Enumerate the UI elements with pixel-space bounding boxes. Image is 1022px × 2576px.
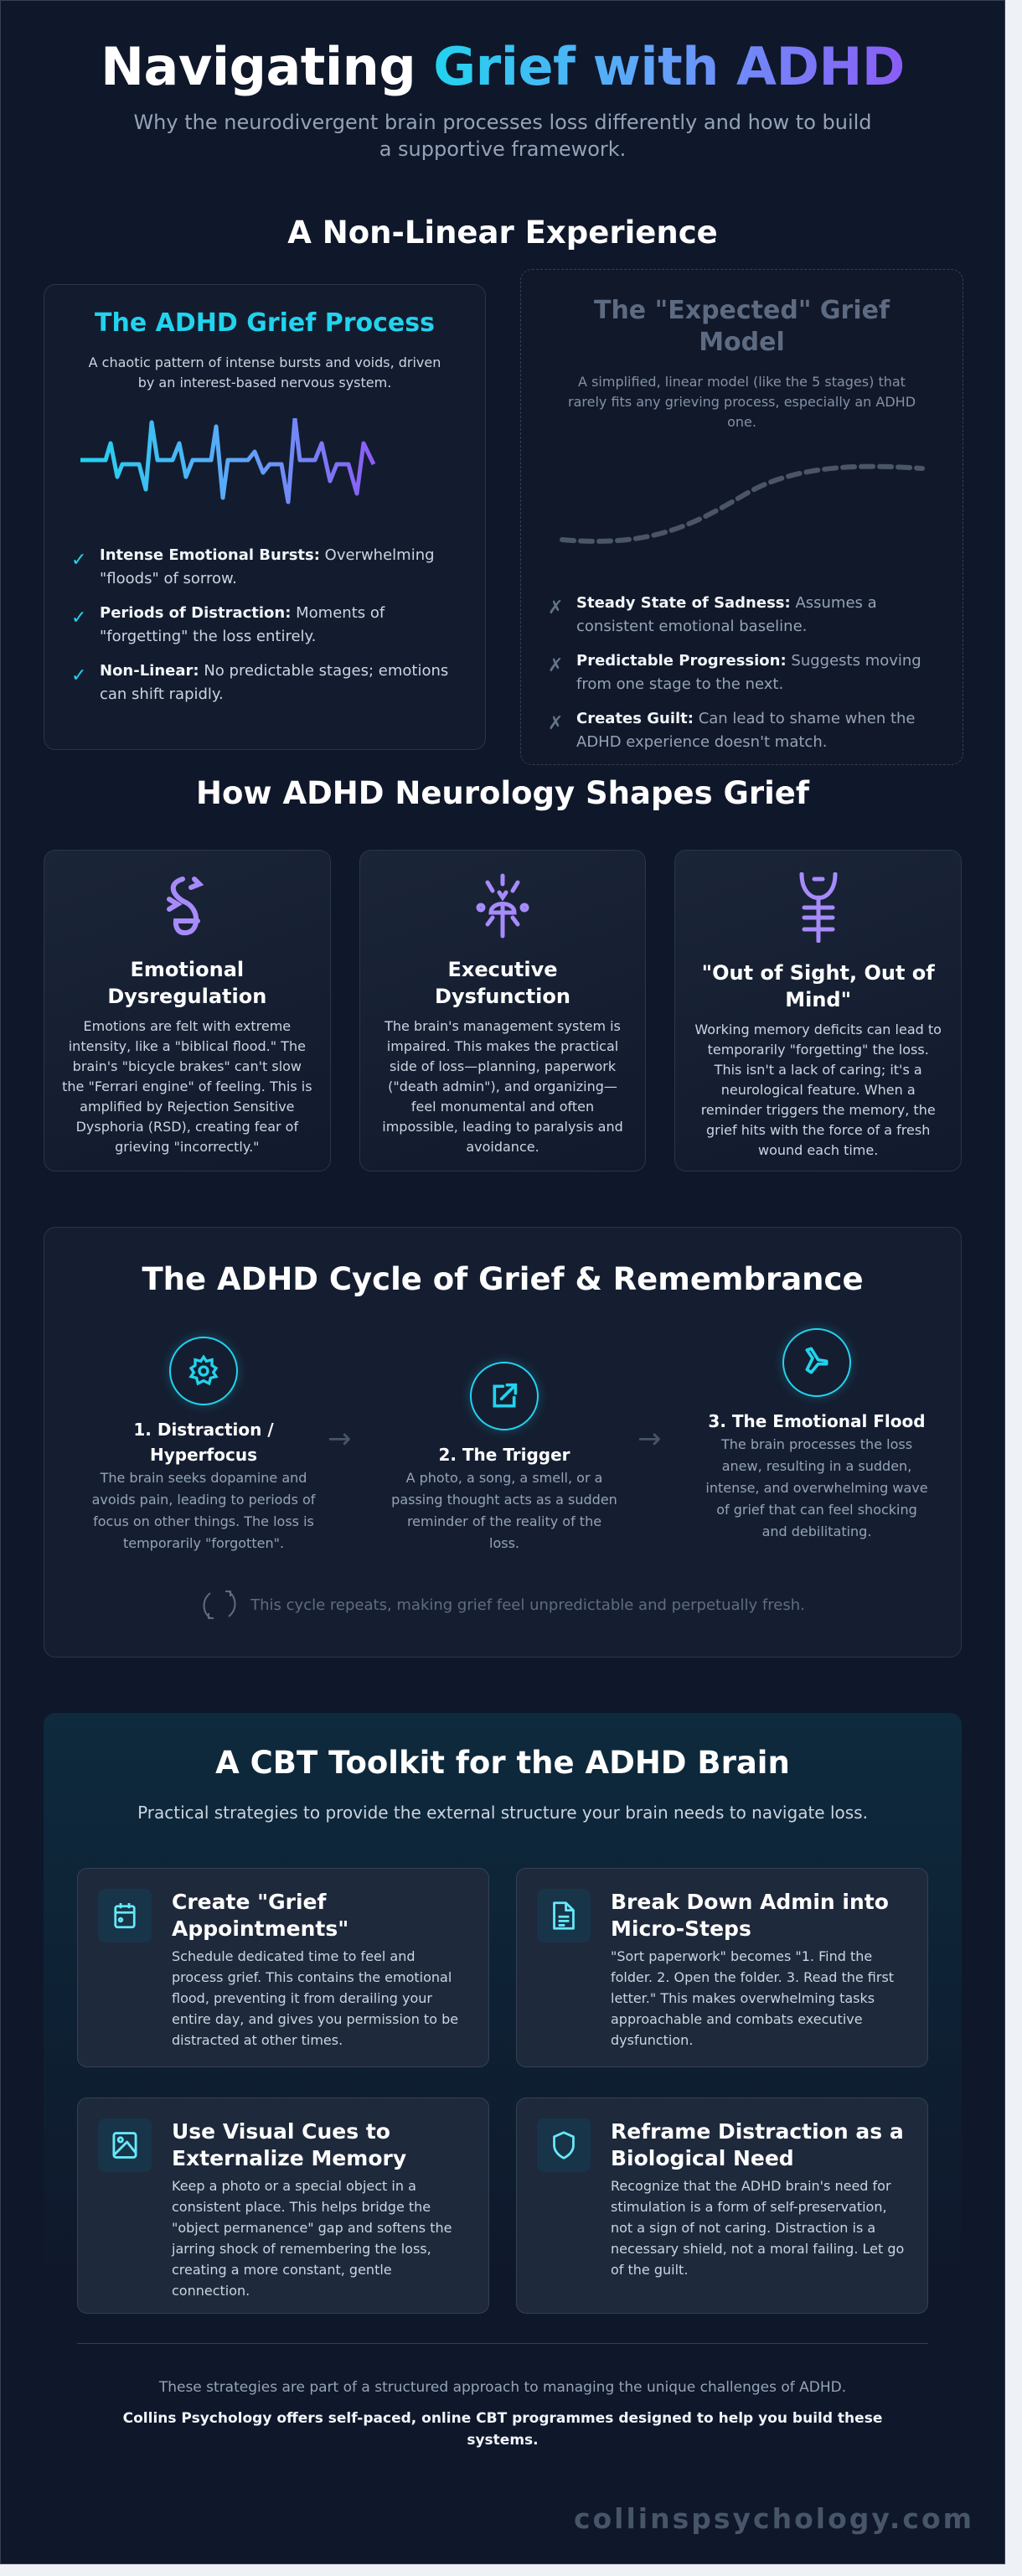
title-plain: Navigating bbox=[101, 36, 434, 97]
list-item bbox=[71, 602, 458, 649]
comparison-section bbox=[1, 251, 1004, 770]
item-text: Can lead to shame when the ADHD experience doesn't match. bbox=[576, 710, 916, 751]
item-text: Suggests moving from one stage to the next. bbox=[576, 652, 921, 693]
item-label: Predictable Progression: bbox=[576, 652, 787, 670]
item-label: Periods of Distraction: bbox=[100, 604, 292, 622]
section-title-cycle: The ADHD Cycle of Grief & Remembrance bbox=[142, 1261, 864, 1297]
card-description: A chaotic pattern of intense bursts and voids, driven by an interest-based nervous system. bbox=[88, 354, 441, 391]
toolkit-grid bbox=[44, 1868, 962, 2314]
step-body: The brain processes the loss anew, resulting in a sudden, intense, and overwhelming wave of grief that can feel shocking and debilitating. bbox=[705, 1436, 928, 1539]
toolkit-card bbox=[516, 2098, 928, 2314]
list-item bbox=[548, 707, 936, 754]
list-item bbox=[71, 544, 458, 591]
arrow-right-icon: → bbox=[328, 1422, 352, 1456]
toolkit-subtitle: Practical strategies to provide the external structure your brain needs to navigate loss. bbox=[137, 1803, 868, 1823]
toolkit-card bbox=[77, 1868, 489, 2067]
section-title-nonlinear: A Non-Linear Experience bbox=[287, 215, 718, 251]
toolkit-card bbox=[516, 1868, 928, 2067]
item-text: No predictable stages; emotions can shift rapidly. bbox=[100, 662, 449, 703]
calendar-icon bbox=[98, 1889, 152, 1942]
card-body: "Sort paperwork" becomes "1. Find the folder. 2. Open the folder. 3. Read the first letter." This makes overwhelming tasks approachable and combats executive dysfunction. bbox=[611, 1948, 895, 2048]
item-label: Steady State of Sadness: bbox=[576, 594, 791, 612]
external-link-icon bbox=[470, 1362, 539, 1430]
x-icon: ✗ bbox=[548, 597, 564, 618]
card-body: The brain's management system is impaired. This makes the practical side of loss—planning, paperwork ("death admin"), and organizing—feel monumental and often impossible, leading to paralysis and avoidance. bbox=[382, 1018, 623, 1155]
cycle-step bbox=[391, 1362, 617, 1554]
gear-icon bbox=[169, 1337, 238, 1405]
check-icon: ✓ bbox=[71, 550, 87, 571]
list-item bbox=[71, 660, 458, 706]
x-icon: ✗ bbox=[548, 713, 564, 734]
neurology-card bbox=[44, 850, 331, 1172]
repeat-icon bbox=[200, 1588, 239, 1622]
adhd-grief-card bbox=[44, 284, 486, 750]
check-icon: ✓ bbox=[71, 608, 87, 628]
step-title: 2. The Trigger bbox=[438, 1445, 570, 1465]
heartbeat-wave-icon bbox=[80, 418, 449, 510]
expected-traits-list bbox=[548, 592, 936, 754]
card-title: Use Visual Cues to Externalize Memory bbox=[172, 2119, 407, 2170]
neurology-cards bbox=[1, 850, 1004, 1172]
step-title: 3. The Emotional Flood bbox=[708, 1411, 926, 1431]
flood-burst-icon bbox=[782, 1328, 851, 1397]
footer-note: These strategies are part of a structured approach to managing the unique challenges of ADHD. bbox=[158, 2379, 847, 2396]
footer bbox=[77, 2343, 928, 2451]
card-description: A simplified, linear model (like the 5 stages) that rarely fits any grieving process, especially an ADHD one. bbox=[567, 374, 916, 430]
hero bbox=[1, 1, 1004, 163]
card-body: Emotions are felt with extreme intensity, like a "biblical flood." The brain's "bicycle brakes" can't slow the "Ferrari engine" of feeling. This is amplified by Rejection Sensitive Dysphoria (RSD), creating fear of grieving "incorrectly." bbox=[62, 1018, 312, 1155]
arrow-right-icon: → bbox=[637, 1422, 662, 1456]
list-item bbox=[548, 649, 936, 696]
adhd-traits-list bbox=[71, 544, 458, 706]
linear-curve-icon bbox=[554, 456, 931, 556]
card-body: Schedule dedicated time to feel and process grief. This contains the emotional flood, preventing it from derailing your entire day, and gives you permission to be distracted at other times. bbox=[172, 1948, 459, 2048]
item-label: Creates Guilt: bbox=[576, 710, 694, 727]
item-label: Non-Linear: bbox=[100, 662, 199, 680]
card-title: Reframe Distraction as a Biological Need bbox=[611, 2119, 904, 2170]
cycle-note-text: This cycle repeats, making grief feel unpredictable and perpetually fresh. bbox=[250, 1596, 805, 1614]
neurology-card bbox=[359, 850, 647, 1172]
cbt-toolkit-section bbox=[44, 1713, 962, 2449]
item-text: Assumes a consistent emotional baseline. bbox=[576, 594, 877, 635]
section-title-neurology: How ADHD Neurology Shapes Grief bbox=[196, 775, 809, 811]
burst-bulb-icon bbox=[469, 872, 536, 939]
step-body: The brain seeks dopamine and avoids pain, leading to periods of focus on other things. The loss is temporarily "forgotten". bbox=[91, 1470, 316, 1551]
step-title: 1. Distraction / Hyperfocus bbox=[133, 1420, 274, 1465]
card-body: Recognize that the ADHD brain's need for stimulation is a form of self-preservation, not a sign of not caring. Distraction is a necessary shield, not a moral failing. Let go of the guilt. bbox=[611, 2178, 905, 2278]
expected-grief-card bbox=[520, 269, 963, 765]
item-text: Moments of "forgetting" the loss entirely. bbox=[100, 604, 385, 645]
toolkit-card bbox=[77, 2098, 489, 2314]
card-title: "Out of Sight, Out of Mind" bbox=[701, 961, 935, 1011]
card-title: Emotional Dysregulation bbox=[107, 958, 267, 1008]
x-icon: ✗ bbox=[548, 655, 564, 676]
step-body: A photo, a song, a smell, or a passing thought acts as a sudden reminder of the reality of the loss. bbox=[391, 1470, 617, 1551]
emotion-wave-icon bbox=[157, 872, 216, 939]
card-title: The "Expected" Grief Model bbox=[593, 296, 890, 357]
page-subtitle: Why the neurodivergent brain processes loss differently and how to build a supportive framework. bbox=[133, 111, 872, 161]
card-title: Create "Grief Appointments" bbox=[172, 1890, 349, 1941]
cycle-step bbox=[90, 1337, 317, 1554]
document-icon bbox=[537, 1889, 591, 1942]
page-title bbox=[1, 36, 1004, 97]
card-title: The ADHD Grief Process bbox=[95, 308, 435, 338]
check-icon: ✓ bbox=[71, 665, 87, 686]
shield-icon bbox=[537, 2118, 591, 2172]
card-body: Working memory deficits can lead to temporarily "forgetting" the loss. This isn't a lack of caring; it's a neurological feature. When a reminder triggers the memory, the grief hits with the force of a fresh wound each time. bbox=[694, 1022, 942, 1158]
grief-cycle-section bbox=[44, 1227, 962, 1658]
memory-spine-icon bbox=[789, 872, 848, 943]
card-title: Executive Dysfunction bbox=[435, 958, 570, 1008]
title-highlight: Grief with ADHD bbox=[433, 36, 905, 97]
image-icon bbox=[98, 2118, 152, 2172]
cycle-step bbox=[704, 1328, 930, 1543]
brand-domain: collinspsychology.com bbox=[573, 2502, 974, 2535]
footer-cta: Collins Psychology offers self-paced, online CBT programmes designed to help you build these systems. bbox=[122, 2410, 883, 2449]
card-title: Break Down Admin into Micro-Steps bbox=[611, 1890, 889, 1941]
card-body: Keep a photo or a special object in a consistent place. This helps bridge the "object permanence" gap and softens the jarring shock of remembering the loss, creating a more constant, gentle connection. bbox=[172, 2178, 452, 2299]
list-item bbox=[548, 592, 936, 639]
cycle-note bbox=[44, 1588, 961, 1622]
item-label: Intense Emotional Bursts: bbox=[100, 546, 320, 564]
neurology-card bbox=[674, 850, 962, 1172]
section-title-toolkit: A CBT Toolkit for the ADHD Brain bbox=[215, 1745, 790, 1781]
item-text: Overwhelming "floods" of sorrow. bbox=[100, 546, 435, 587]
